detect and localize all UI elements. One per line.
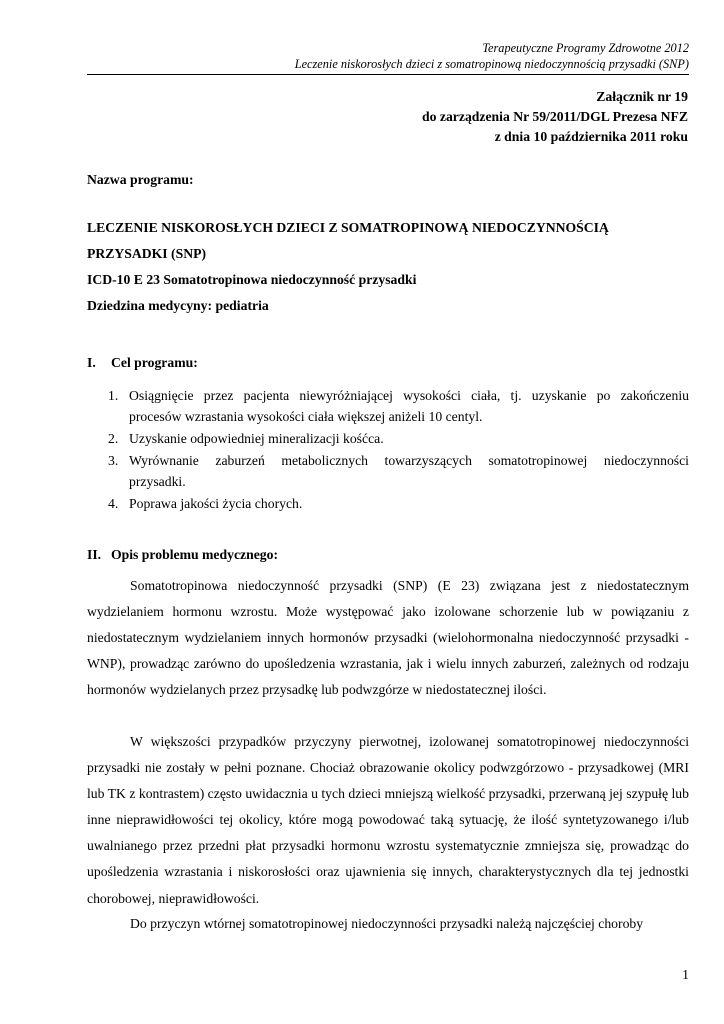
attachment-date: z dnia 10 października 2011 roku: [494, 129, 688, 144]
running-header-subtitle: Leczenie niskorosłych dzieci z somatropinową niedoczynnością przysadki (SNP): [294, 57, 689, 71]
icd-code: ICD-10 E 23 Somatotropinowa niedoczynność przysadki: [87, 272, 417, 287]
paragraph-1: [87, 573, 689, 703]
attachment-number: Załącznik nr 19: [596, 89, 688, 104]
program-title-line2: PRZYSADKI (SNP): [87, 246, 207, 261]
list-item-number: 1.: [108, 388, 119, 403]
list-item-text: Uzyskanie odpowiedniej mineralizacji kośćca.: [129, 431, 384, 446]
list-item-number: 3.: [108, 453, 119, 468]
list-item-text: Osiągnięcie przez pacjenta niewyróżniającej wysokości ciała, tj. uzyskanie po zakończeniu: [129, 388, 689, 403]
program-title-line1: LECZENIE NISKOROSŁYCH DZIECI Z SOMATROPINOWĄ NIEDOCZYNNOŚCIĄ: [87, 220, 609, 235]
paragraph-3-text: Do przyczyn wtórnej somatotropinowej niedoczynności przysadki należą najczęściej choroby: [130, 916, 644, 931]
list-item-text: Poprawa jakości życia chorych.: [129, 496, 303, 511]
paragraph-1-text: Somatotropinowa niedoczynność przysadki (SNP) (E 23) związana jest z niedostatecznym wydzielaniem hormonu wzrostu. Może występować jako izolowane schorzenie lub w powiązaniu z niedostatecznym wydzielaniem innych hormonów przysadki (wielohormonalna niedoczynność przysadki - WNP), prowadząc zarówno do upośledzenia wzrastania, jak i wielu innych zaburzeń, zależnych od rodzaju hormonów wydzielanych przez przysadkę lub podwzgórze w niedostatecznej ilości.: [87, 578, 689, 698]
section2-title: Opis problemu medycznego:: [111, 547, 279, 562]
list-item-text-cont: procesów wzrastania wysokości ciała większej aniżeli 10 centyl.: [129, 409, 483, 424]
running-header-title: Terapeutyczne Programy Zdrowotne 2012: [482, 41, 689, 55]
section1-title: Cel programu:: [111, 355, 198, 370]
program-name-label: Nazwa programu:: [87, 172, 194, 187]
header-divider: [87, 74, 689, 75]
paragraph-2-text: W większości przypadków przyczyny pierwotnej, izolowanej somatotropinowej niedoczynności przysadki nie zostały w pełni poznane. Chociaż obrazowanie okolicy podwzgórzowo - przysadkowej (MRI lub TK z kontrastem) często uwidacznia u tych dzieci mniejszą wielkość przysadki, przerwaną jej szypułę lub inne nieprawidłowości tej okolicy, które mogą powodować taką sytuację, że ilość syntetyzowanego i/lub uwalnianego przez przedni płat przysadki hormonu wzrostu systematycznie zmniejsza się, prowadząc do upośledzenia wzrastania i niskorosłości oraz ujawnienia się innych, charakterystycznych dla tej jednostki chorobowej, nieprawidłowości.: [87, 734, 689, 906]
paragraph-2: [87, 729, 689, 912]
list-item-number: 2.: [108, 431, 119, 446]
section2-number: II.: [87, 547, 102, 562]
list-item-number: 4.: [108, 496, 119, 511]
medical-field: Dziedzina medycyny: pediatria: [87, 298, 269, 313]
list-item-text: Wyrównanie zaburzeń metabolicznych towarzyszących somatotropinowej niedoczynności: [129, 453, 689, 468]
attachment-regulation: do zarządzenia Nr 59/2011/DGL Prezesa NFZ: [422, 109, 688, 124]
page-number: 1: [682, 967, 689, 982]
list-item-text-cont: przysadki.: [129, 474, 186, 489]
section1-number: I.: [87, 355, 96, 370]
paragraph-3: [87, 911, 689, 937]
